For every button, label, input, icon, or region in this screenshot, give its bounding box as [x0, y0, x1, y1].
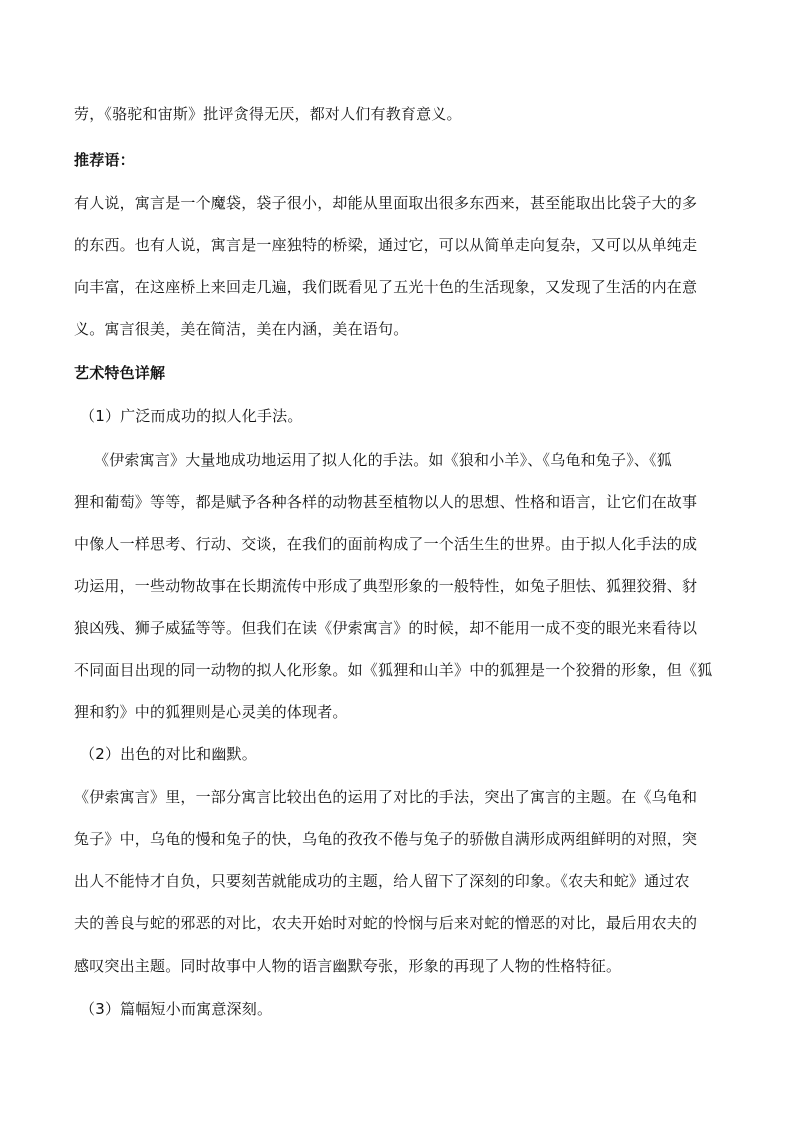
body-text-line: 《伊索寓言》大量地成功地运用了拟人化的手法。如《狼和小羊》、《乌龟和兔子》、《狐	[94, 451, 673, 469]
recommendation-text-line: 义。寓言很美，美在简洁，美在内涵，美在语句。	[74, 320, 409, 338]
recommendation-text-line: 的东西。也有人说，寓言是一座独特的桥梁，通过它，可以从简单走向复杂，又可以从单纯走	[74, 236, 698, 254]
body-text-line: 出人不能恃才自负，只要刻苦就能成功的主题，给人留下了深刻的印象。《农夫和蛇》通过农	[74, 872, 690, 890]
body-text-line: 中像人一样思考、行动、交谈，在我们的面前构成了一个活生生的世界。由于拟人化手法的成	[74, 535, 698, 553]
section-heading-recommendation: 推荐语：	[74, 151, 135, 169]
body-text-line: 感叹突出主题。同时故事中人物的语言幽默夸张，形象的再现了人物的性格特征。	[74, 957, 622, 975]
recommendation-text-line: 有人说，寓言是一个魔袋，袋子很小，却能从里面取出很多东西来，甚至能取出比袋子大的多	[74, 194, 698, 212]
body-text-line: 不同面目出现的同一动物的拟人化形象。如《狐狸和山羊》中的狐狸是一个狡猾的形象，但《狐	[74, 661, 713, 679]
subheading-contrast-humor: （2）出色的对比和幽默。	[80, 745, 257, 763]
section-heading-art-features: 艺术特色详解	[74, 364, 166, 382]
body-text-line: 功运用，一些动物故事在长期流传中形成了典型形象的一般特性，如兔子胆怯、狐狸狡猾、豺	[74, 577, 698, 595]
subheading-personification: （1）广泛而成功的拟人化手法。	[80, 407, 303, 425]
body-text-line: 夫的善良与蛇的邪恶的对比，农夫开始时对蛇的怜悯与后来对蛇的憎恶的对比，最后用农夫的	[74, 914, 698, 932]
body-text-line: 《伊索寓言》里，一部分寓言比较出色的运用了对比的手法，突出了寓言的主题。在《乌龟和	[74, 788, 698, 806]
body-text-line: 兔子》中，乌龟的慢和兔子的快，乌龟的孜孜不倦与兔子的骄傲自满形成两组鲜明的对照，突	[74, 830, 698, 848]
subheading-short-deep: （3）篇幅短小而寓意深刻。	[80, 1000, 273, 1018]
recommendation-text-line: 向丰富，在这座桥上来回走几遍，我们既看见了五光十色的生活现象，又发现了生活的内在意	[74, 278, 698, 296]
body-text-line: 狼凶残、狮子威猛等等。但我们在读《伊索寓言》的时候，却不能用一成不变的眼光来看待以	[74, 619, 698, 637]
body-text-line: 狸和豹》中的狐狸则是心灵美的体现者。	[74, 703, 348, 721]
body-text-line: 狸和葡萄》等等，都是赋予各种各样的动物甚至植物以人的思想、性格和语言，让它们在故事	[74, 493, 698, 511]
paragraph-continuation: 劳，《骆驼和宙斯》批评贪得无厌，都对人们有教育意义。	[74, 105, 462, 123]
